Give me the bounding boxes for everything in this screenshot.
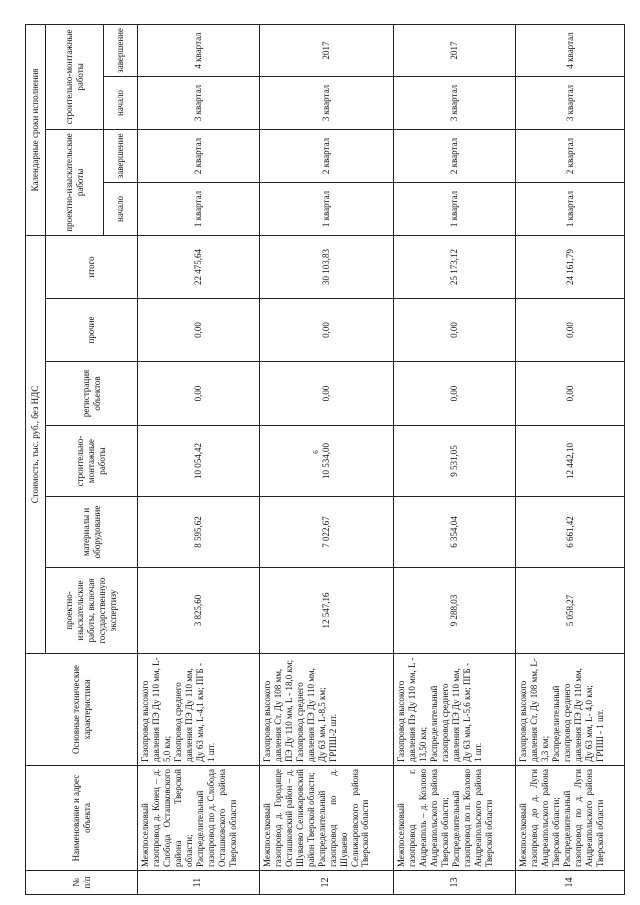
design-start: 1 квартал: [516, 182, 625, 235]
header-cost-total: итого: [46, 235, 138, 298]
table-row: [259, 24, 394, 894]
cost-smr: 10 054,42: [138, 426, 260, 497]
spec-line: Газопровод среднего давления ПЭ Ду 110 мм, Ду 63 мм, L-8,5 км; ГРПШ-2 шт.: [294, 668, 338, 762]
header-design-start: начало: [104, 182, 138, 235]
construction-start: 3 квартал: [138, 76, 260, 129]
table-row: [394, 24, 516, 894]
design-end: 2 квартал: [516, 129, 625, 182]
rotated-page: [25, 25, 625, 895]
header-cost-registration: регистрация объектов: [46, 362, 138, 426]
spec-line: Газопровод среднего давления ПЭ Ду 110 мм, Ду 63 мм, L-4,1 км; ПГБ - 1 шт.: [172, 663, 216, 762]
cost-materials: 6 354,04: [394, 497, 516, 568]
construction-end: 4 квартал: [138, 24, 260, 76]
design-start: 1 квартал: [138, 182, 260, 235]
object-name: Межпоселковый газопровод до д. Луги Андреапольского района Тверской области; Распределительный газопровод по д. Луги Андреапольского района Тверской области: [516, 766, 625, 871]
cost-smr: 12 442,10: [516, 426, 625, 497]
cost-other: 0,00: [259, 299, 394, 362]
cost-materials: 7 022,67: [259, 497, 394, 568]
spec-line: Газопровод высокого давления Ст. Ду 108 мм, L-3,3 км;: [518, 658, 551, 762]
object-name: Межпоселковый газопровод г. Андреаполь – д. Козлово Андреапольского района Тверской области; Распределительный газопровод по п. Козлово Андреапольского района Тверской области: [394, 766, 516, 871]
works-table: [25, 24, 625, 895]
cost-smr: 10 534,00: [259, 426, 394, 497]
spec-line: Газопровод высокого давления Ст. Ду 108 мм, ПЭ Ду 110 мм, L - 18,0 км;: [261, 659, 294, 762]
design-start: 1 квартал: [394, 182, 516, 235]
design-end: 2 квартал: [259, 129, 394, 182]
row-num: 11: [138, 871, 260, 895]
object-name: Межпоселковый газопровод д. Конец – д. Слобода Осташковского района Тверской области; Распределительный газопровод по д. Слобода Осташковского района Тверской области: [138, 766, 260, 871]
table-row: [516, 24, 625, 894]
spec-line: Распределительный газопровод среднего давления ПЭ Ду 110 мм, Ду 63 мм, L- 4,0 км;: [551, 668, 594, 762]
header-specs: Основные технические характеристики: [26, 654, 138, 766]
header-cost-group: Стоимость, тыс. руб., без НДС: [26, 235, 46, 653]
construction-end: 4 квартал: [516, 24, 625, 76]
header-cost-materials: материалы и оборудование: [46, 497, 138, 568]
object-specs: [394, 654, 516, 766]
spec-line: Газопровод высокого давления Пэ Ду 110 мм, L - 13,50 км;: [396, 657, 429, 762]
object-specs: [138, 654, 260, 766]
cost-smr: 9 531,05: [394, 426, 516, 497]
construction-end: 2017: [259, 24, 394, 76]
header-construction-group: строительно-монтажные работы: [46, 24, 104, 129]
cost-registration: 0,00: [516, 362, 625, 426]
cost-registration: 0,00: [138, 362, 260, 426]
header-design-group: проектно-изыскательские работы: [46, 129, 104, 235]
cost-total: 24 161,79: [516, 235, 625, 298]
construction-start: 3 квартал: [259, 76, 394, 129]
design-start: 1 квартал: [259, 182, 394, 235]
header-cost-smr: строительно-монтажные работы: [46, 426, 138, 497]
construction-end: 2017: [394, 24, 516, 76]
cost-pir: 12 547,16: [259, 568, 394, 654]
header-num: № п/п: [26, 871, 138, 895]
row-num: 13: [394, 871, 516, 895]
object-specs: [516, 654, 625, 766]
spec-line: Газопровод высокого давления ПЭ Ду 110 мм, L-5,0 км;: [140, 657, 172, 762]
cost-total: 30 103,83: [259, 235, 394, 298]
design-end: 2 квартал: [138, 129, 260, 182]
page-number: 6: [312, 450, 320, 454]
header-design-end: завершение: [104, 129, 138, 182]
cost-pir: 3 825,60: [138, 568, 260, 654]
cost-materials: 6 661,42: [516, 497, 625, 568]
object-specs: [259, 654, 394, 766]
row-num: 12: [259, 871, 394, 895]
cost-other: 0,00: [516, 299, 625, 362]
cost-registration: 0,00: [259, 362, 394, 426]
cost-pir: 5 058,27: [516, 568, 625, 654]
cost-total: 25 173,12: [394, 235, 516, 298]
row-num: 14: [516, 871, 625, 895]
header-name: Наименование и адрес объекта: [26, 766, 138, 871]
cost-materials: 8 595,62: [138, 497, 260, 568]
cost-total: 22 475,64: [138, 235, 260, 298]
header-construction-start: начало: [104, 76, 138, 129]
cost-registration: 0,00: [394, 362, 516, 426]
design-end: 2 квартал: [394, 129, 516, 182]
construction-start: 3 квартал: [394, 76, 516, 129]
cost-pir: 9 288,03: [394, 568, 516, 654]
header-construction-end: завершение: [104, 24, 138, 76]
spec-line: ГРПШ - 1 шт.: [594, 709, 605, 762]
header-calendar-group: Календарные сроки исполнения: [26, 24, 46, 235]
header-cost-pir: проектно-изыскательские работы, включая государственную экспертизу: [46, 568, 138, 654]
spec-line: Распределительный газопровод среднего давления ПЭ Ду 110 мм, Ду 63 мм, L-5,6 км; ПГБ - 1 шт.: [429, 663, 484, 762]
table-row: [138, 24, 260, 894]
cost-other: 0,00: [394, 299, 516, 362]
header-cost-other: прочие: [46, 299, 138, 362]
construction-start: 3 квартал: [516, 76, 625, 129]
object-name: Межпоселковый газопровод д. Городище Осташковский район – д. Шуваево Селижаровский район Тверской области; Распределительный газопровод по д. Шуваево Селижаровского района Тверской области: [259, 766, 394, 871]
cost-other: 0,00: [138, 299, 260, 362]
